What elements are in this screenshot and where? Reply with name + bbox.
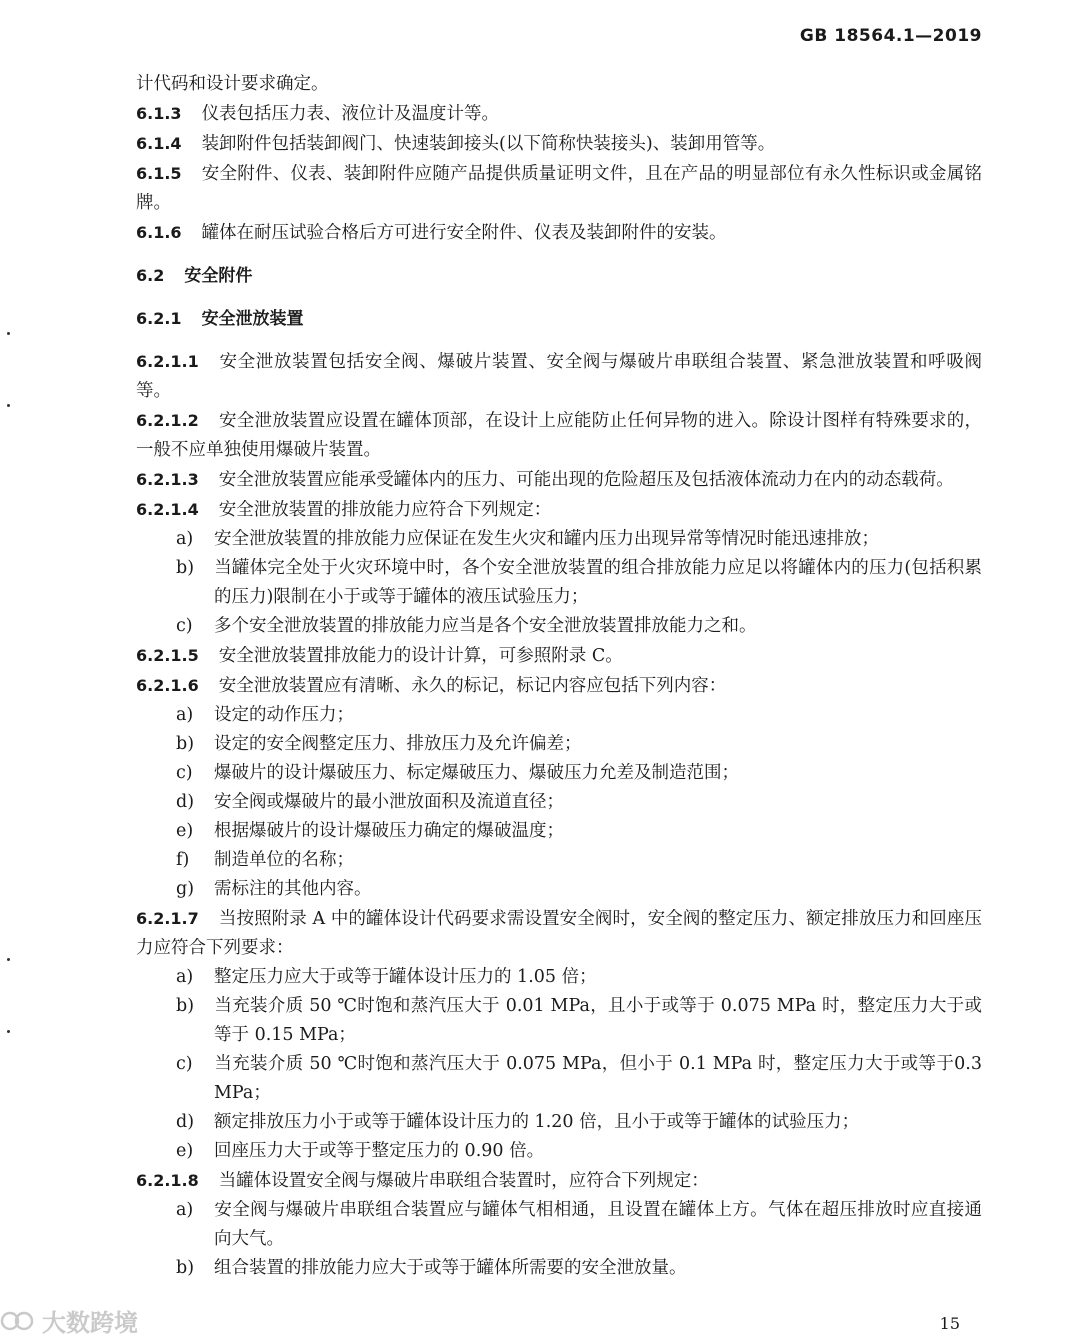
list-item: c) 爆破片的设计爆破压力、标定爆破压力、爆破压力允差及制造范围；	[176, 763, 739, 783]
clause-6-2-1-4: 6.2.1.4 安全泄放装置的排放能力应符合下列规定：	[136, 500, 552, 520]
section-heading-6-2: 6.2 安全附件	[136, 266, 253, 286]
paragraph-continuation: 计代码和设计要求确定。	[136, 74, 329, 94]
list-item: b) 组合装置的排放能力应大于或等于罐体所需要的安全泄放量。	[176, 1258, 687, 1278]
list-item: d) 安全阀或爆破片的最小泄放面积及流道直径；	[176, 792, 564, 812]
clause-6-2-1-1: 6.2.1.1 安全泄放装置包括安全阀、爆破片装置、安全阀与爆破片串联组合装置、紧急泄放装置和呼吸阀等。	[136, 352, 982, 401]
scan-dot	[7, 958, 10, 961]
clause-6-2-1-5: 6.2.1.5 安全泄放装置排放能力的设计计算，可参照附录 C。	[136, 646, 623, 666]
watermark-logo-icon	[0, 1308, 36, 1334]
scan-dot	[7, 404, 10, 407]
clause-6-1-6: 6.1.6 罐体在耐压试验合格后方可进行安全附件、仪表及装卸附件的安装。	[136, 223, 727, 243]
list-item: b) 设定的安全阀整定压力、排放压力及允许偏差；	[176, 734, 582, 754]
standard-code: GB 18564.1—2019	[799, 26, 982, 46]
list-item: a) 安全阀与爆破片串联组合装置应与罐体气相相通，且设置在罐体上方。气体在超压排放时应直接通向大气。	[176, 1200, 982, 1249]
list-item: a) 安全泄放装置的排放能力应保证在发生火灾和罐内压力出现异常等情况时能迅速排放；	[176, 529, 879, 549]
watermark-text: 大数跨境	[42, 1309, 138, 1337]
list-item: a) 设定的动作压力；	[176, 705, 354, 725]
list-item: b) 当充装介质 50 ℃时饱和蒸汽压大于 0.01 MPa，且小于或等于 0.075 MPa 时，整定压力大于或等于 0.15 MPa；	[176, 996, 982, 1045]
clause-6-2-1-3: 6.2.1.3 安全泄放装置应能承受罐体内的压力、可能出现的危险超压及包括液体流动力在内的动态载荷。	[136, 470, 954, 490]
list-item: f) 制造单位的名称；	[176, 850, 354, 870]
list-item: e) 回座压力大于或等于整定压力的 0.90 倍。	[176, 1141, 545, 1161]
list-item: d) 额定排放压力小于或等于罐体设计压力的 1.20 倍，且小于或等于罐体的试验压力；	[176, 1112, 860, 1132]
watermark	[0, 1303, 138, 1338]
list-item: c) 当充装介质 50 ℃时饱和蒸汽压大于 0.075 MPa，但小于 0.1 MPa 时，整定压力大于或等于0.3 MPa；	[176, 1054, 982, 1103]
page-number: 15	[939, 1314, 960, 1333]
clause-6-2-1-7: 6.2.1.7 当按照附录 A 中的罐体设计代码要求需设置安全阀时，安全阀的整定压力、额定排放压力和回座压力应符合下列要求：	[136, 909, 982, 958]
clause-6-1-5: 6.1.5 安全附件、仪表、装卸附件应随产品提供质量证明文件，且在产品的明显部位有永久性标识或金属铭牌。	[136, 164, 982, 213]
list-item: a) 整定压力应大于或等于罐体设计压力的 1.05 倍；	[176, 967, 597, 987]
scan-dot	[7, 332, 10, 335]
clause-6-2-1-8: 6.2.1.8 当罐体设置安全阀与爆破片串联组合装置时，应符合下列规定：	[136, 1171, 709, 1191]
clause-6-2-1-6: 6.2.1.6 安全泄放装置应有清晰、永久的标记，标记内容应包括下列内容：	[136, 676, 727, 696]
clause-6-1-4: 6.1.4 装卸附件包括装卸阀门、快速装卸接头(以下简称快装接头)、装卸用管等。	[136, 134, 776, 154]
list-item: b) 当罐体完全处于火灾环境中时，各个安全泄放装置的组合排放能力应足以将罐体内的压力(包括积累的压力)限制在小于或等于罐体的液压试验压力；	[176, 558, 982, 607]
list-item: c) 多个安全泄放装置的排放能力应当是各个安全泄放装置排放能力之和。	[176, 616, 757, 636]
document-body	[136, 70, 982, 1283]
section-heading-6-2-1: 6.2.1 安全泄放装置	[136, 309, 304, 329]
clause-6-2-1-2: 6.2.1.2 安全泄放装置应设置在罐体顶部，在设计上应能防止任何异物的进入。除设计图样有特殊要求的，一般不应单独使用爆破片装置。	[136, 411, 982, 460]
list-item: g) 需标注的其他内容。	[176, 879, 372, 899]
scan-dot	[7, 1030, 10, 1033]
list-item: e) 根据爆破片的设计爆破压力确定的爆破温度；	[176, 821, 564, 841]
clause-6-1-3: 6.1.3 仪表包括压力表、液位计及温度计等。	[136, 104, 500, 124]
